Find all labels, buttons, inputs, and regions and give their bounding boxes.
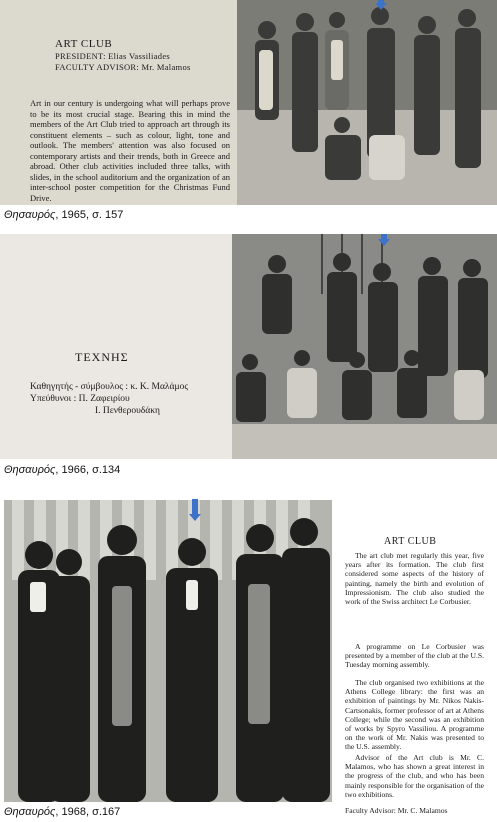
art-club-heading: ART CLUB: [384, 536, 437, 547]
caption-magazine: Θησαυρός: [4, 209, 56, 221]
group-photo-1966: [232, 234, 497, 459]
photo-scene: [237, 0, 497, 205]
caption-reference: , 1968, σ.167: [55, 806, 121, 818]
clipping-1968: [0, 496, 497, 804]
club-report-programme: A programme on Le Corbusier was presented by a member of the club at the U.S. Tuesday morning assembly.: [345, 642, 484, 670]
advisor-line: FACULTY ADVISOR: Mr. Malamos: [55, 62, 191, 72]
caption-reference: , 1965, σ. 157: [55, 209, 124, 221]
president-line: PRESIDENT: Elias Vassiliades: [55, 51, 171, 61]
faculty-advisor-line: Faculty Advisor: Mr. C. Malamos: [345, 806, 448, 815]
group-photo-1965: [237, 0, 497, 205]
caption-reference: , 1966, σ.134: [55, 464, 121, 476]
highlight-arrow: [381, 234, 387, 240]
highlight-arrow: [378, 0, 384, 4]
club-description: Art in our century is undergoing what will perhaps prove to be its most crucial stage. Bearing this in mind the members of the Art Club tried to approach art through its constituent elements – such as colour, light, tone and outlook. The members' attention was also focused on contemporary artists and their trends, both in Greece and abroad. Other club activities included three talks, with slides, in the school auditorium and the organization of an inter-school poster competition for the Christmas Fund Drive.: [30, 98, 230, 203]
caption-magazine: Θησαυρός: [4, 806, 56, 818]
art-club-heading: ART CLUB: [55, 38, 113, 50]
clipping-1965: [0, 0, 497, 205]
caption-1968: [4, 806, 120, 818]
club-report-intro: The art club met regularly this year, five years after its formation. The club first considered some aspects of the history of painting, namely the birth and evolution of Impressionism. The club also studied the work of the Swiss architect Le Corbusier.: [345, 551, 484, 607]
caption-1965: [4, 209, 123, 221]
group-photo-1968: [4, 500, 332, 802]
clipping-1966: [0, 234, 497, 459]
club-report-exhibitions: The club organised two exhibitions at the Athens College library: the first was an exhibition of paintings by Mr. Nikos Nakis-Cartsonakis, former professor of art at Athens College; while the second was an exhibition of works by Spyro Vassiliou. A programme on the work of Mr. Nakis was presented to the U.S. assembly.: [345, 678, 484, 752]
advisor-line-greek: Καθηγητής - σύμβουλος : κ. Κ. Μαλάμος: [30, 382, 189, 392]
caption-magazine: Θησαυρός: [4, 464, 56, 476]
photo-scene: [232, 234, 497, 459]
caption-1966: [4, 464, 120, 476]
photo-scene: [4, 500, 332, 802]
responsible-line-greek: Υπεύθυνοι : Π. Ζαφειρίου: [30, 394, 130, 404]
club-title-greek: ΤΕΧΝΗΣ: [75, 350, 129, 364]
club-report-advisor: Advisor of the Art club is Mr. C. Malamos, who has shown a great interest in the progress of the club, and who has been mainly responsible for the organisation of the two exhibitions.: [345, 753, 484, 799]
responsible-second-greek: Ι. Πενθερουδάκη: [95, 406, 161, 416]
highlight-arrow: [192, 499, 198, 515]
